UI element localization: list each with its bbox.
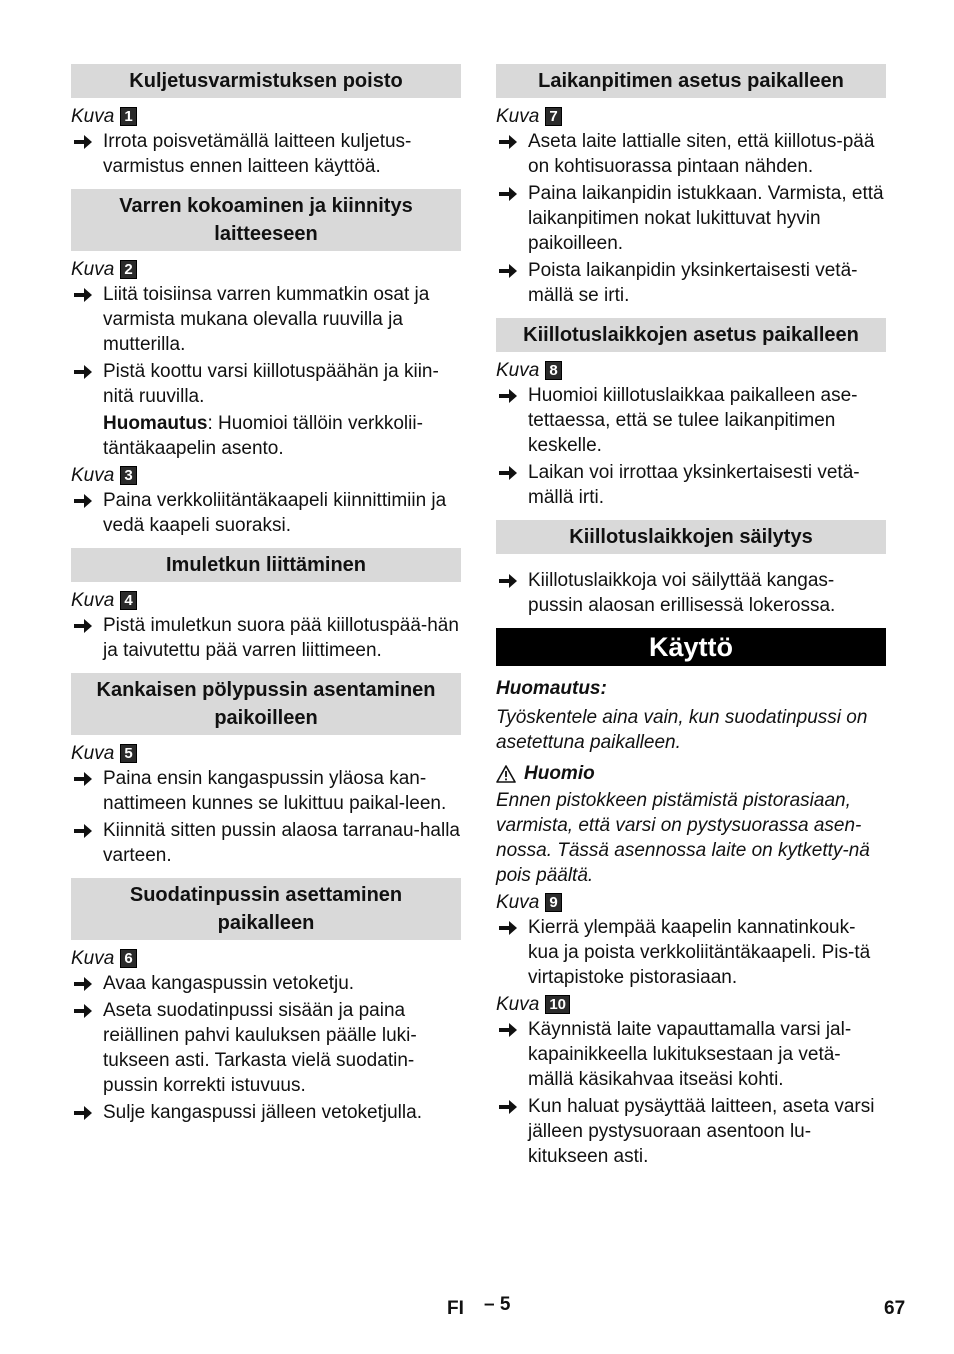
figure-reference: Kuva 7	[496, 104, 886, 129]
figure-reference: Kuva 8	[496, 358, 886, 383]
arrow-icon	[498, 465, 518, 481]
instruction-text: Liitä toisiinsa varren kummatkin osat ja varmista mukana olevalla ruuvilla ja mutterilla.	[103, 284, 430, 355]
left-column	[71, 64, 461, 1127]
arrow-icon	[498, 1099, 518, 1115]
figure-number: 9	[545, 893, 561, 912]
instruction-text: Laikan voi irrottaa yksinkertaisesti vetä-mällä irti.	[528, 462, 860, 508]
instruction-item	[71, 282, 461, 357]
instruction-item	[496, 915, 886, 990]
arrow-icon	[73, 823, 93, 839]
instruction-item	[496, 383, 886, 458]
arrow-icon	[498, 186, 518, 202]
instruction-item	[496, 1094, 886, 1169]
figure-reference: Kuva 6	[71, 946, 461, 971]
section-heading: Kiillotuslaikkojen säilytys	[496, 520, 886, 554]
section-heading: Varren kokoaminen ja kiinnitys laitteeseen	[71, 189, 461, 251]
instruction-text: Kiinnitä sitten pussin alaosa tarranau-halla varteen.	[103, 820, 460, 866]
arrow-icon	[73, 134, 93, 150]
footer-page-marker: – 5	[484, 1294, 511, 1315]
section-heading: Laikanpitimen asetus paikalleen	[496, 64, 886, 98]
instruction-text: Sulje kangaspussi jälleen vetoketjulla.	[103, 1102, 422, 1123]
instruction-item	[71, 129, 461, 179]
note-heading: Huomautus:	[496, 678, 607, 699]
arrow-icon	[498, 263, 518, 279]
arrow-icon	[498, 573, 518, 589]
figure-number: 1	[120, 107, 136, 126]
figure-number: 4	[120, 591, 136, 610]
warning-icon	[496, 765, 516, 783]
instruction-text: Kierrä ylempää kaapelin kannatinkouk-kua ja poista verkkoliitäntäkaapeli. Pis-tä virtapistoke pistorasiaan.	[528, 917, 871, 988]
instruction-item	[496, 460, 886, 510]
arrow-icon	[73, 1105, 93, 1121]
instruction-item	[496, 258, 886, 308]
figure-number: 6	[120, 949, 136, 968]
instruction-text: Paina ensin kangaspussin yläosa kan-nattimeen kunnes se lukittuu paikal-leen.	[103, 768, 447, 814]
note-text: Työskentele aina vain, kun suodatinpussi on asetettuna paikalleen.	[496, 707, 868, 753]
warning-label: Huomio	[524, 763, 595, 784]
footer-language: FI	[447, 1298, 464, 1319]
warning-text: Ennen pistokkeen pistämistä pistorasiaan, varmista, että varsi on pystysuorassa asen-nossa. Tässä asennossa laite on kytketty-nä pois päältä.	[496, 790, 870, 886]
instruction-text: Kiillotuslaikkoja voi säilyttää kangas-pussin alaosan erillisessä lokerossa.	[528, 570, 836, 616]
instruction-item	[71, 1100, 461, 1125]
section-heading: Imuletkun liittäminen	[71, 548, 461, 582]
instruction-text: Huomioi kiillotuslaikkaa paikalleen ase-tettaessa, että se tulee laikanpitimen keskelle.	[528, 385, 858, 456]
arrow-icon	[498, 134, 518, 150]
instruction-text: Kun haluat pysäyttää laitteen, aseta varsi jälleen pystysuoraan asentoon lu-kitukseen asti.	[528, 1096, 875, 1167]
instruction-item	[71, 613, 461, 663]
arrow-icon	[73, 364, 93, 380]
instruction-text: Irrota poisvetämällä laitteen kuljetus-varmistus ennen laitteen käyttöä.	[103, 131, 412, 177]
figure-reference: Kuva 2	[71, 257, 461, 282]
section-heading: Kuljetusvarmistuksen poisto	[71, 64, 461, 98]
instruction-item	[71, 488, 461, 538]
figure-number: 8	[545, 361, 561, 380]
figure-number: 2	[120, 260, 136, 279]
instruction-item	[496, 568, 886, 618]
instruction-item	[71, 359, 461, 409]
arrow-icon	[73, 976, 93, 992]
instruction-text: Aseta suodatinpussi sisään ja paina reiällinen pahvi kauluksen päälle luki-tukseen asti. Tarkasta vielä suodatin-pussin korrekti istuvuus.	[103, 1000, 417, 1096]
instruction-text: Avaa kangaspussin vetoketju.	[103, 973, 355, 994]
arrow-icon	[498, 920, 518, 936]
figure-reference: Kuva 4	[71, 588, 461, 613]
instruction-item	[71, 998, 461, 1098]
arrow-icon	[73, 493, 93, 509]
note-label: Huomautus	[103, 413, 208, 434]
instruction-text: Käynnistä laite vapauttamalla varsi jal-kapainikkeella lukituksestaan ja vetä-mällä käsikahvaa itseäsi kohti.	[528, 1019, 852, 1090]
instruction-text: Pistä koottu varsi kiillotuspäähän ja kiin-nitä ruuvilla.	[103, 361, 439, 407]
note	[71, 411, 461, 461]
instruction-text: Paina verkkoliitäntäkaapeli kiinnittimiin ja vedä kaapeli suoraksi.	[103, 490, 447, 536]
figure-number: 10	[545, 995, 570, 1014]
instruction-item	[496, 129, 886, 179]
instruction-item	[496, 1017, 886, 1092]
right-column	[496, 64, 886, 1171]
figure-reference: Kuva 10	[496, 992, 886, 1017]
figure-number: 7	[545, 107, 561, 126]
chapter-heading: Käyttö	[496, 628, 886, 666]
instruction-text: Aseta laite lattialle siten, että kiillotus-pää on kohtisuorassa pintaan nähden.	[528, 131, 875, 177]
figure-reference: Kuva 9	[496, 890, 886, 915]
section-heading: Suodatinpussin asettaminen paikalleen	[71, 878, 461, 940]
instruction-item	[71, 766, 461, 816]
instruction-item	[71, 818, 461, 868]
instruction-item	[496, 181, 886, 256]
figure-number: 3	[120, 466, 136, 485]
section-heading: Kiillotuslaikkojen asetus paikalleen	[496, 318, 886, 352]
instruction-text: Poista laikanpidin yksinkertaisesti vetä-mällä se irti.	[528, 260, 858, 306]
instruction-text: Pistä imuletkun suora pää kiillotuspää-hän ja taivutettu pää varren liittimeen.	[103, 615, 459, 661]
instruction-text: Paina laikanpidin istukkaan. Varmista, että laikanpitimen nokat lukittuvat hyvin paikoilleen.	[528, 183, 884, 254]
instruction-item	[71, 971, 461, 996]
arrow-icon	[73, 287, 93, 303]
figure-reference: Kuva 1	[71, 104, 461, 129]
note-text: : Huomioi tällöin verkkolii-täntäkaapelin asento.	[103, 413, 423, 459]
figure-number: 5	[120, 744, 136, 763]
figure-reference: Kuva 5	[71, 741, 461, 766]
arrow-icon	[498, 1022, 518, 1038]
figure-reference: Kuva 3	[71, 463, 461, 488]
arrow-icon	[498, 388, 518, 404]
page-number: 67	[884, 1298, 906, 1319]
arrow-icon	[73, 618, 93, 634]
arrow-icon	[73, 771, 93, 787]
arrow-icon	[73, 1003, 93, 1019]
section-heading: Kankaisen pölypussin asentaminen paikoilleen	[71, 673, 461, 735]
warning-heading	[496, 761, 886, 786]
